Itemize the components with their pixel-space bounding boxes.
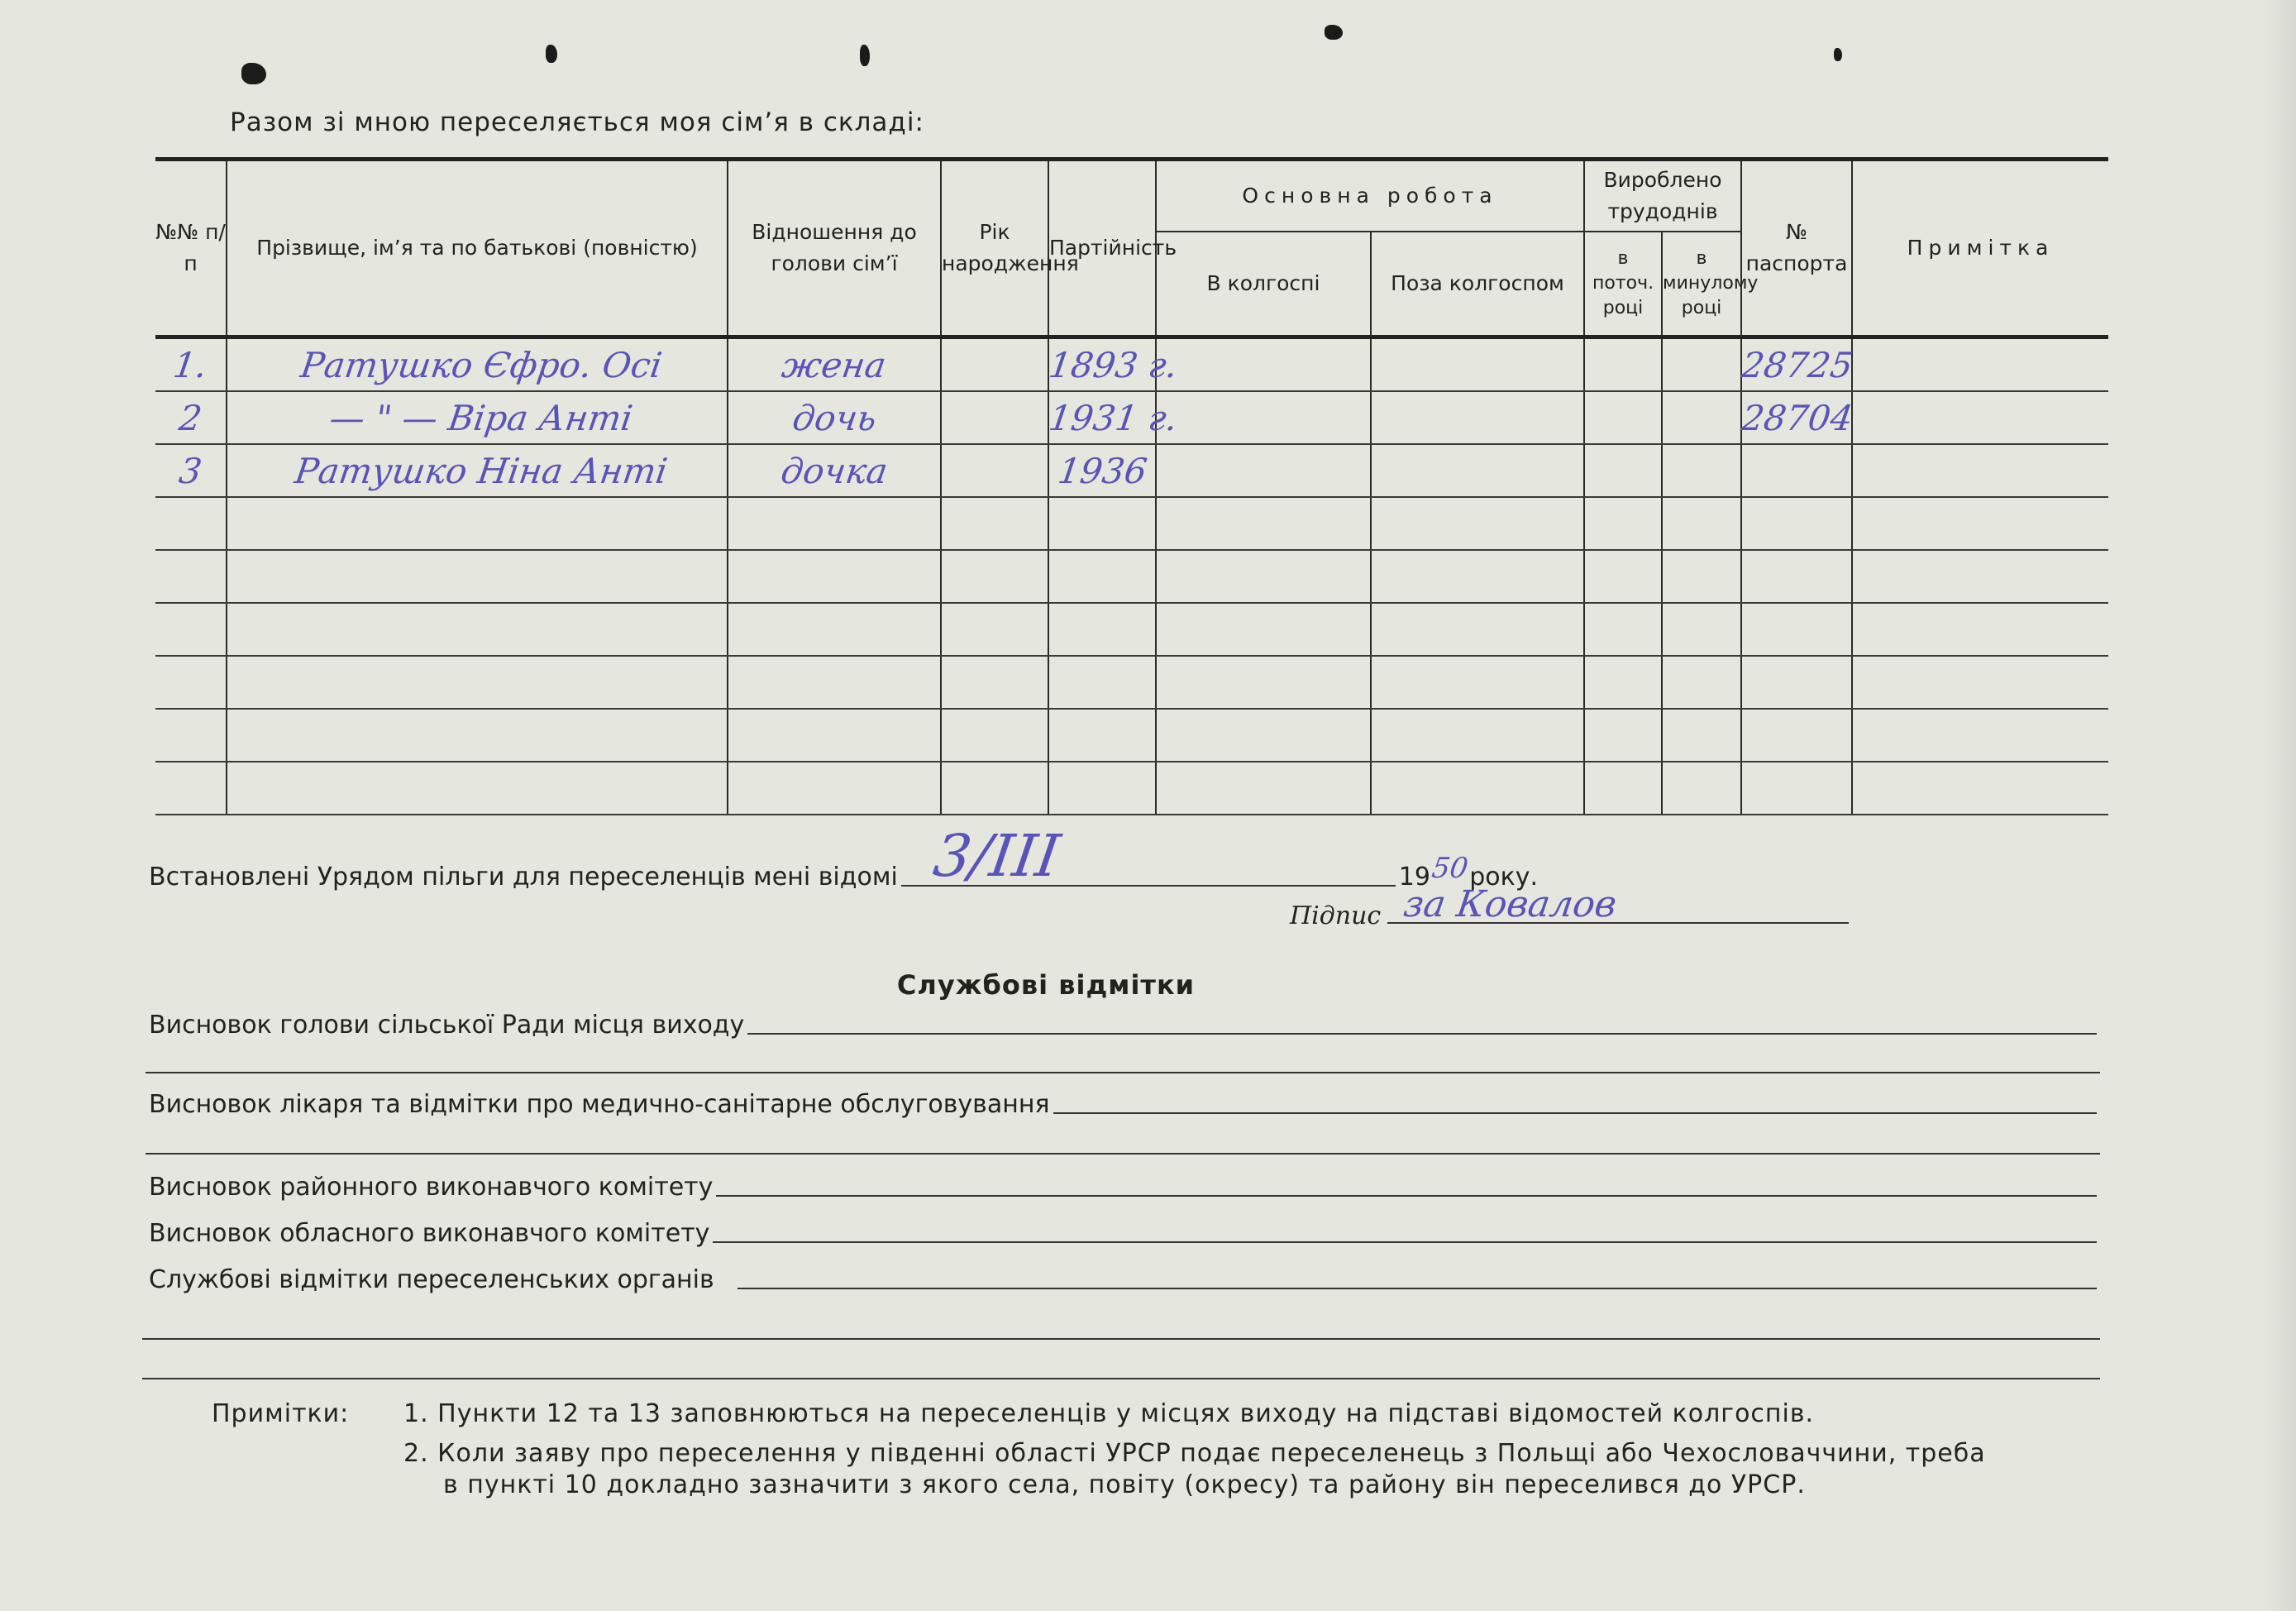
row-num: 3: [176, 450, 205, 491]
table-row: [155, 603, 2108, 656]
row-birth-year: 1893 г.: [1046, 344, 1181, 385]
header-birth-year: Рік народження: [941, 160, 1048, 337]
family-members-table: [155, 157, 2108, 815]
service-marks-title: Службові відмітки: [896, 969, 1196, 1001]
service-line: [149, 1090, 2100, 1119]
fill-line: [737, 1284, 2097, 1289]
privileges-line: [149, 822, 1538, 892]
table-row: [155, 444, 2108, 497]
table-row: [155, 762, 2108, 815]
signature-field: [1387, 883, 1849, 925]
header-name: Прізвище, ім’я та по батькові (повністю): [227, 160, 728, 337]
family-intro-text: Разом зі мною переселяється моя сім’я в складі:: [230, 108, 924, 137]
row-relation: жена: [779, 344, 890, 385]
header-in-kolhosp: В колгоспі: [1156, 232, 1371, 337]
fill-line: [747, 1030, 2097, 1035]
year-prefix: 19: [1398, 863, 1430, 892]
header-relation: Відношення до голови сім’ї: [728, 160, 941, 337]
privileges-date-field: [901, 822, 1396, 890]
header-num: №№ п/п: [155, 160, 227, 337]
notes-label: Примітки:: [212, 1399, 350, 1428]
service-line-label: Висновок районного виконавчого комітету: [149, 1173, 714, 1202]
header-passport: № паспорта: [1741, 160, 1852, 337]
row-name: Ратушко Єфро. Осі: [298, 344, 665, 385]
blank-rule: [142, 1338, 2100, 1340]
service-line-label: Службові відмітки переселенських органів: [149, 1265, 714, 1294]
blank-rule: [146, 1153, 2100, 1154]
service-line: [149, 1173, 2100, 1202]
fill-line: [716, 1192, 2097, 1197]
year-handwritten: 50: [1430, 852, 1470, 885]
row-name: — " — Віра Анті: [327, 397, 636, 438]
punch-hole: [1325, 25, 1343, 40]
note-item: 2. Коли заяву про переселення у південні області УРСР подає переселенець з Польщі або Чехословаччини, треба: [403, 1439, 1986, 1468]
table-row: [155, 656, 2108, 709]
row-passport: 28704: [1739, 397, 1856, 438]
year-suffix: року.: [1469, 863, 1538, 892]
row-name: Ратушко Ніна Анті: [292, 450, 671, 491]
privileges-date: 3/III: [929, 822, 1064, 890]
service-line: [149, 1265, 2100, 1294]
table-row: [155, 391, 2108, 444]
service-line-label: Висновок лікаря та відмітки про медично-санітарне обслуговування: [149, 1090, 1050, 1119]
service-line: [149, 1219, 2100, 1248]
table-row: [155, 497, 2108, 550]
punch-hole: [1834, 48, 1842, 61]
blank-rule: [142, 1378, 2100, 1379]
page-edge-shadow: [2263, 0, 2296, 1611]
header-party: Партійність: [1048, 160, 1156, 337]
row-relation: дочь: [790, 397, 879, 438]
punch-hole: [241, 63, 266, 84]
signature-line: [1290, 883, 1852, 930]
header-current-year: в поточ. році: [1584, 232, 1662, 337]
header-workdays: Вироблено трудоднів: [1584, 160, 1741, 232]
row-passport: 28725: [1739, 344, 1856, 385]
header-main-work: Основна робота: [1156, 160, 1584, 232]
punch-hole: [860, 45, 870, 66]
table-row: [155, 550, 2108, 603]
header-outside-kolhosp: Поза колгоспом: [1371, 232, 1584, 337]
note-item: в пункті 10 докладно зазначити з якого села, повіту (окресу) та району він переселився до УРСР.: [443, 1470, 1806, 1499]
note-item: 1. Пункти 12 та 13 заповнюються на переселенців у місцях виходу на підставі відомостей колгоспів.: [403, 1399, 1815, 1428]
service-line: [149, 1011, 2100, 1040]
service-line-label: Висновок обласного виконавчого комітету: [149, 1219, 710, 1248]
service-line-label: Висновок голови сільської Ради місця виходу: [149, 1011, 745, 1040]
fill-line: [713, 1238, 2097, 1243]
signature-label: Підпис: [1290, 901, 1382, 930]
row-birth-year: 1931 г.: [1046, 397, 1181, 438]
header-note: Примітка: [1852, 160, 2108, 337]
row-num: 1.: [171, 344, 210, 385]
punch-hole: [546, 45, 557, 63]
row-birth-year: 1936: [1055, 450, 1149, 491]
table-row: [155, 709, 2108, 762]
privileges-label: Встановлені Урядом пільги для переселенців мені відомі: [149, 863, 898, 892]
header-last-year: в минулому році: [1662, 232, 1741, 337]
row-num: 2: [176, 397, 205, 438]
blank-rule: [146, 1072, 2100, 1073]
fill-line: [1053, 1109, 2097, 1114]
signature-handwritten: за Ковалов: [1401, 883, 1620, 925]
table-row: [155, 337, 2108, 392]
row-relation: дочка: [778, 450, 890, 491]
